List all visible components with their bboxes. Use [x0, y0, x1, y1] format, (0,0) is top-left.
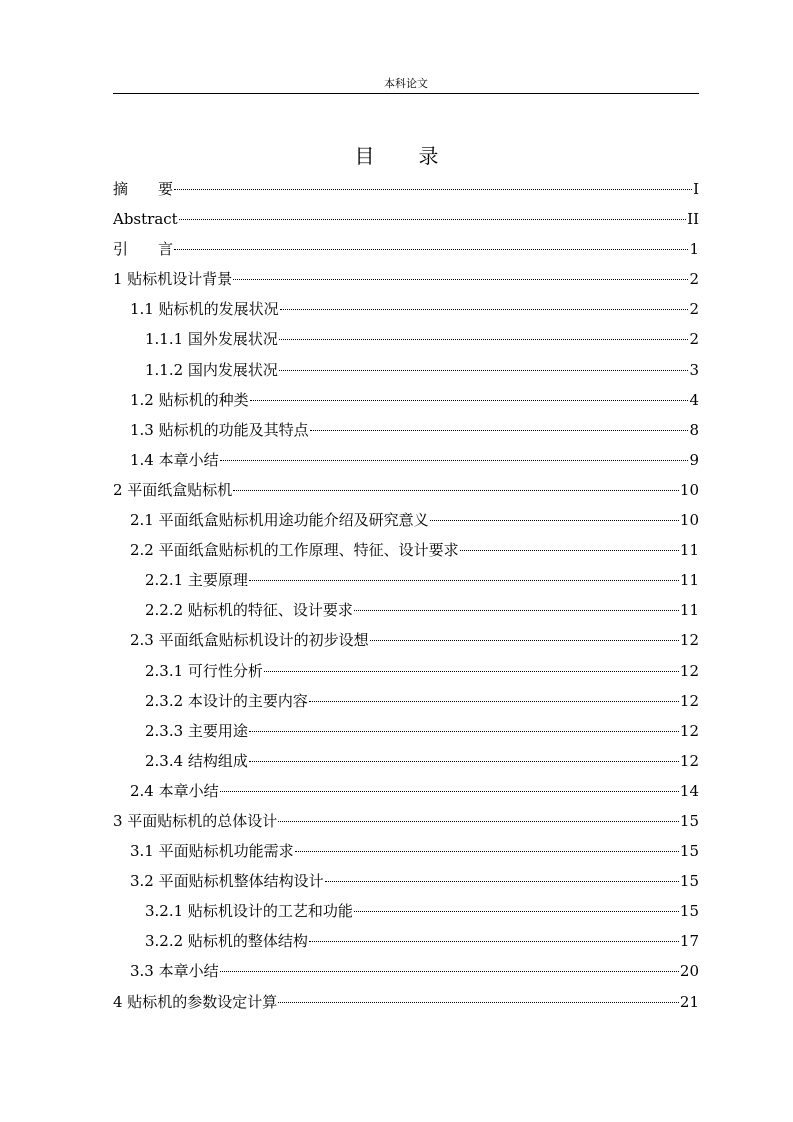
- header-rule: [113, 93, 699, 94]
- toc-entry-page: II: [687, 210, 699, 229]
- toc-entry[interactable]: [113, 956, 699, 986]
- toc-entry-label: 1.1.2 国内发展状况: [145, 360, 278, 379]
- toc-title-right: 录: [418, 144, 439, 168]
- toc-title-left: 目: [354, 144, 375, 168]
- toc-dot-leader: [279, 339, 689, 340]
- toc-entry-page: 8: [689, 420, 699, 439]
- toc-entry-page: 4: [689, 390, 699, 409]
- toc-entry[interactable]: [113, 234, 699, 264]
- toc-dot-leader: [430, 520, 679, 521]
- toc-entry-page: I: [693, 180, 699, 198]
- toc-dot-leader: [460, 550, 679, 551]
- toc-entry[interactable]: [113, 505, 699, 535]
- toc-dot-leader: [220, 791, 679, 792]
- toc-entry-page: 15: [679, 842, 699, 861]
- toc-entry[interactable]: [113, 806, 699, 836]
- toc-entry-page: 2: [689, 270, 699, 289]
- toc-entry[interactable]: [113, 174, 699, 204]
- toc-entry-label: 1 贴标机设计背景: [113, 270, 233, 289]
- toc-entry-label: 2.3.3 主要用途: [145, 721, 248, 740]
- toc-entry-label: 2.4 本章小结: [130, 781, 219, 800]
- toc-dot-leader: [354, 911, 679, 912]
- toc-dot-leader: [179, 219, 686, 220]
- toc-entry-page: 11: [679, 541, 699, 560]
- toc-entry-label: 3.3 本章小结: [130, 962, 219, 981]
- toc-entry[interactable]: [113, 926, 699, 956]
- toc-entry-label: 4 贴标机的参数设定计算: [113, 992, 278, 1011]
- toc-entry[interactable]: [113, 686, 699, 716]
- toc-dot-leader: [309, 941, 679, 942]
- toc-entry-page: 2: [689, 300, 699, 319]
- toc-entry[interactable]: [113, 716, 699, 746]
- toc-dot-leader: [370, 640, 679, 641]
- toc-dot-leader: [278, 1002, 679, 1003]
- toc-entry-label: 2.3.4 结构组成: [145, 751, 248, 770]
- toc-entry-page: 15: [679, 902, 699, 921]
- toc-entry-label: 3.2 平面贴标机整体结构设计: [130, 872, 324, 891]
- toc-entry-page: 21: [679, 992, 699, 1011]
- toc-dot-leader: [220, 460, 689, 461]
- toc-entry-label: 1.1.1 国外发展状况: [145, 330, 278, 349]
- toc-dot-leader: [249, 761, 679, 762]
- toc-entry-page: 10: [679, 511, 699, 530]
- toc-entry-label: 2.3 平面纸盒贴标机设计的初步设想: [130, 631, 369, 650]
- toc-dot-leader: [354, 610, 679, 611]
- toc-dot-leader: [233, 490, 679, 491]
- toc-entry[interactable]: [113, 445, 699, 475]
- toc-entry-label: 摘 要: [113, 180, 174, 198]
- toc-entry-label: 1.1 贴标机的发展状况: [130, 300, 279, 319]
- toc-dot-leader: [174, 249, 688, 250]
- toc-entry-label: 2.1 平面纸盒贴标机用途功能介绍及研究意义: [130, 511, 429, 530]
- toc-entry-label: 1.2 贴标机的种类: [130, 390, 249, 409]
- toc-entry-label: 2.2.2 贴标机的特征、设计要求: [145, 601, 353, 620]
- toc-dot-leader: [279, 370, 689, 371]
- toc-entry-label: 引 言: [113, 240, 174, 259]
- toc-entry-page: 20: [679, 962, 699, 981]
- toc-entry[interactable]: [113, 324, 699, 354]
- toc-entry-page: 12: [679, 721, 699, 740]
- toc-entry-label: 2.2 平面纸盒贴标机的工作原理、特征、设计要求: [130, 541, 459, 560]
- toc-entry-label: 3.2.2 贴标机的整体结构: [145, 932, 308, 951]
- toc-entry[interactable]: [113, 836, 699, 866]
- toc-dot-leader: [295, 851, 679, 852]
- running-header: 本科论文: [384, 77, 428, 90]
- toc-dot-leader: [310, 430, 689, 431]
- toc-dot-leader: [250, 400, 689, 401]
- toc-entry[interactable]: [113, 415, 699, 445]
- toc-dot-leader: [280, 309, 689, 310]
- toc-entry-label: 3.1 平面贴标机功能需求: [130, 842, 294, 861]
- toc-entry[interactable]: [113, 595, 699, 625]
- toc-entry-page: 11: [679, 571, 699, 590]
- toc-entry[interactable]: [113, 264, 699, 294]
- toc-entry-label: 2 平面纸盒贴标机: [113, 480, 233, 499]
- table-of-contents: [113, 174, 699, 1017]
- toc-entry-page: 15: [679, 872, 699, 891]
- toc-entry-label: 2.2.1 主要原理: [145, 571, 248, 590]
- toc-entry-page: 15: [679, 811, 699, 830]
- toc-entry-page: 12: [679, 691, 699, 710]
- toc-entry-page: 9: [689, 450, 699, 469]
- toc-entry[interactable]: [113, 385, 699, 415]
- toc-entry-page: 14: [679, 781, 699, 800]
- toc-dot-leader: [309, 701, 679, 702]
- toc-dot-leader: [220, 971, 679, 972]
- toc-entry[interactable]: [113, 475, 699, 505]
- toc-dot-leader: [174, 189, 692, 190]
- toc-dot-leader: [249, 731, 679, 732]
- toc-entry[interactable]: [113, 656, 699, 686]
- toc-entry[interactable]: [113, 625, 699, 655]
- toc-entry[interactable]: [113, 987, 699, 1017]
- toc-entry[interactable]: [113, 896, 699, 926]
- toc-dot-leader: [278, 821, 679, 822]
- toc-entry[interactable]: [113, 746, 699, 776]
- toc-entry-label: 1.3 贴标机的功能及其特点: [130, 420, 309, 439]
- toc-entry-page: 11: [679, 601, 699, 620]
- toc-entry[interactable]: [113, 204, 699, 234]
- toc-dot-leader: [249, 580, 679, 581]
- toc-entry-label: Abstract: [113, 210, 178, 229]
- toc-entry-page: 12: [679, 631, 699, 650]
- toc-title: [0, 142, 793, 170]
- toc-entry[interactable]: [113, 866, 699, 896]
- toc-entry-label: 3 平面贴标机的总体设计: [113, 811, 278, 830]
- toc-dot-leader: [233, 279, 688, 280]
- toc-dot-leader: [264, 671, 679, 672]
- toc-dot-leader: [325, 881, 679, 882]
- toc-entry[interactable]: [113, 535, 699, 565]
- toc-entry-label: 2.3.1 可行性分析: [145, 661, 263, 680]
- toc-entry-label: 3.2.1 贴标机设计的工艺和功能: [145, 902, 353, 921]
- toc-entry-page: 2: [689, 330, 699, 349]
- toc-entry-label: 2.3.2 本设计的主要内容: [145, 691, 308, 710]
- toc-entry[interactable]: [113, 565, 699, 595]
- toc-entry-page: 17: [679, 932, 699, 951]
- toc-entry-label: 1.4 本章小结: [130, 450, 219, 469]
- toc-entry-page: 12: [679, 751, 699, 770]
- toc-entry[interactable]: [113, 776, 699, 806]
- toc-entry[interactable]: [113, 355, 699, 385]
- toc-entry-page: 3: [689, 360, 699, 379]
- toc-entry-page: 10: [679, 480, 699, 499]
- toc-entry-page: 12: [679, 661, 699, 680]
- toc-entry[interactable]: [113, 294, 699, 324]
- toc-entry-page: 1: [689, 240, 699, 259]
